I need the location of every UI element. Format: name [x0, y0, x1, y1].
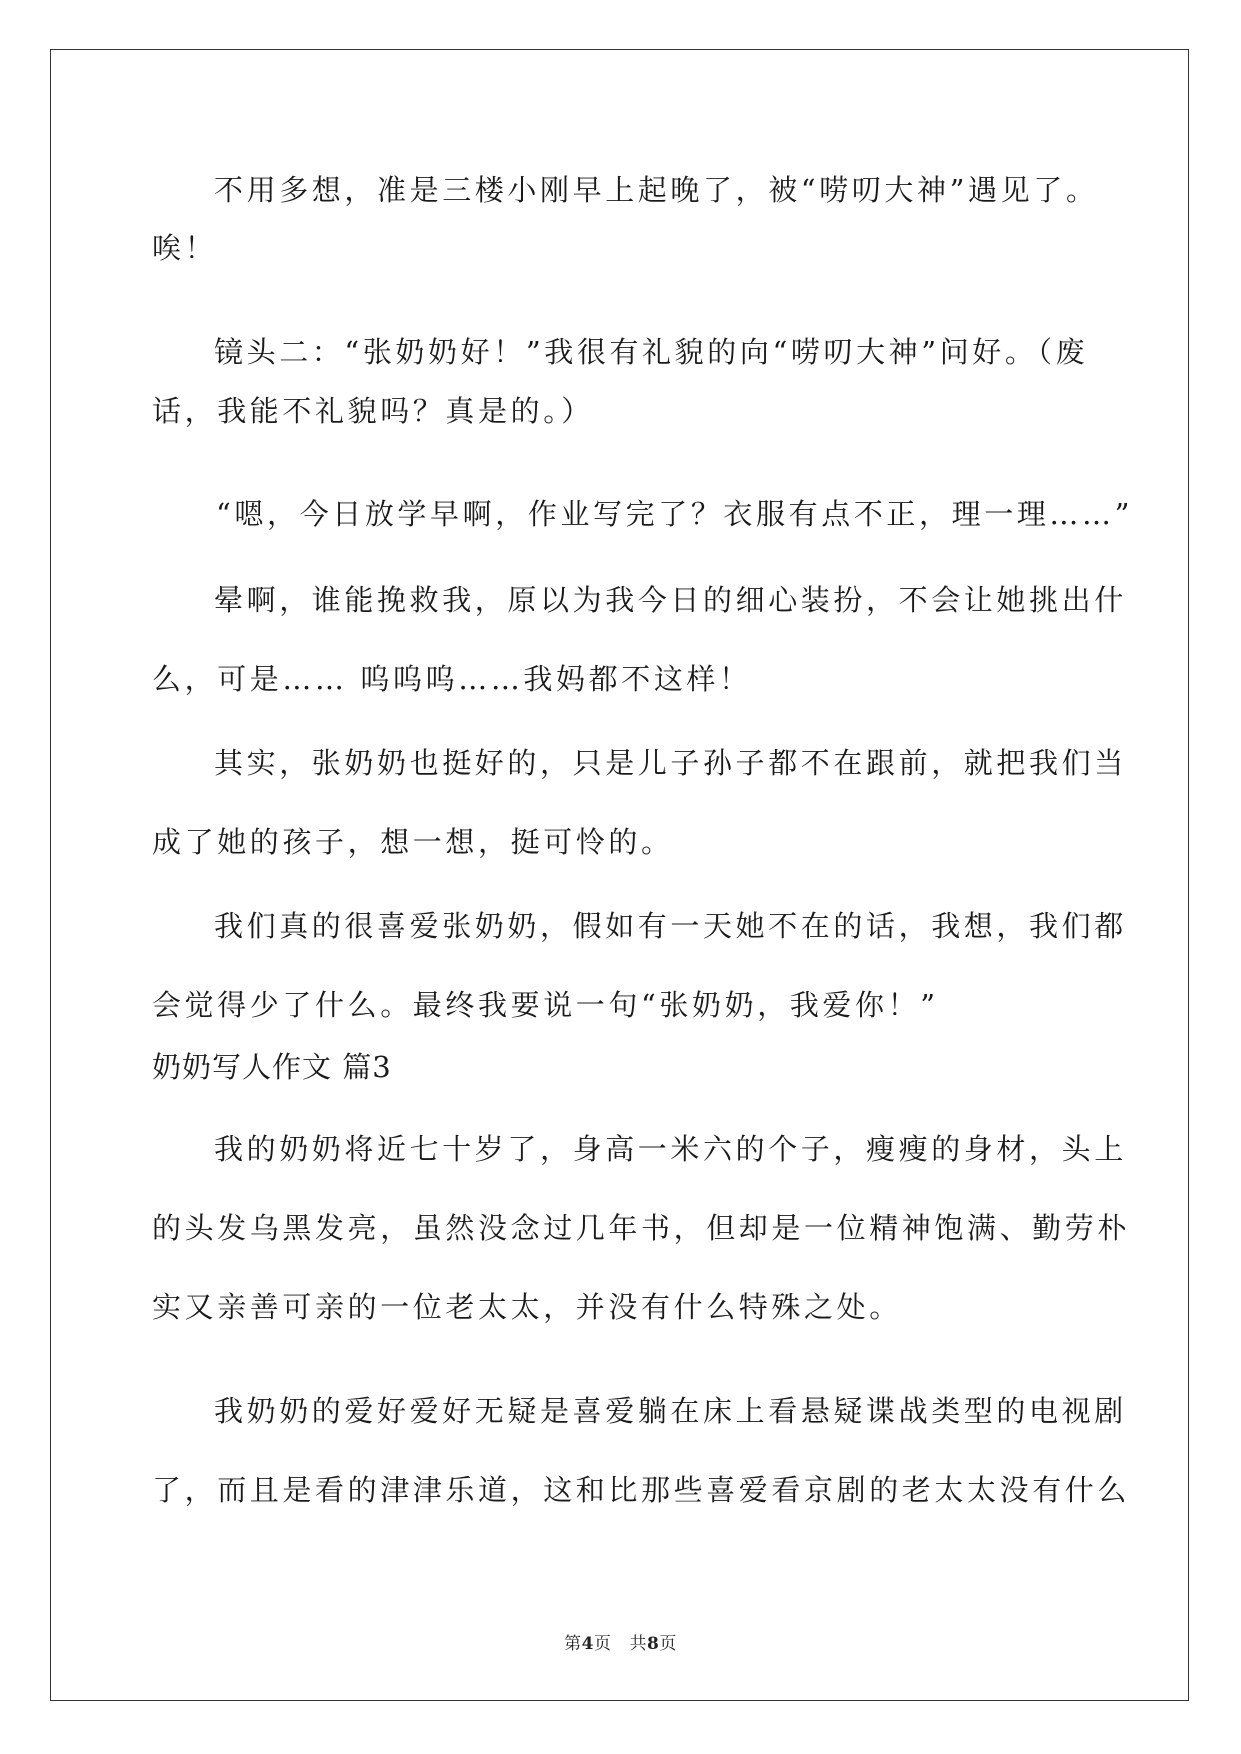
text-line: 不用多想，准是三楼小刚早上起晚了，被“唠叨大神”遇见了。 — [214, 173, 1099, 207]
page-footer — [0, 1632, 1241, 1656]
text-line: 我们真的很喜爱张奶奶，假如有一天她不在的话，我想，我们都 — [214, 909, 1127, 943]
text-line: 实又亲善可亲的一位老太太，并没有什么特殊之处。 — [152, 1290, 902, 1324]
total-prefix: 共 — [629, 1634, 647, 1654]
text-line: 了，而且是看的津津乐道，这和比那些喜爱看京剧的老太太没有什么 — [152, 1473, 1131, 1507]
total-page-number: 8 — [647, 1634, 660, 1654]
text-line: 成了她的孩子，想一想，挺可怜的。 — [152, 825, 674, 859]
text-line: 的头发乌黑发亮，虽然没念过几年书，但却是一位精神饱满、勤劳朴 — [152, 1211, 1131, 1245]
text-line: 我的奶奶将近七十岁了，身高一米六的个子，瘦瘦的身材，头上 — [214, 1132, 1127, 1166]
page-prefix: 第 — [564, 1634, 582, 1654]
text-line: 话，我能不礼貌吗？真是的。） — [152, 394, 594, 428]
page-suffix: 页 — [594, 1634, 612, 1654]
text-line: 么，可是…… 呜呜呜……我妈都不这样！ — [152, 662, 752, 696]
text-line: 镜头二：“张奶奶好！”我很有礼貌的向“唠叨大神”问好。（废 — [214, 335, 1089, 369]
section-heading: 奶奶写人作文 篇3 — [152, 1050, 392, 1084]
text-line: 我奶奶的爱好爱好无疑是喜爱躺在床上看悬疑谍战类型的电视剧 — [214, 1394, 1127, 1428]
text-line: 其实，张奶奶也挺好的，只是儿子孙子都不在跟前，就把我们当 — [214, 746, 1127, 780]
page-border — [50, 49, 1189, 1701]
text-line: 会觉得少了什么。最终我要说一句“张奶奶，我爱你！” — [152, 988, 939, 1022]
text-line: 唉！ — [152, 231, 218, 265]
current-page-number: 4 — [581, 1634, 594, 1654]
total-suffix: 页 — [659, 1634, 677, 1654]
text-line: “嗯，今日放学早啊，作业写完了？衣服有点不正，理一理……” — [216, 497, 1134, 531]
text-line: 晕啊，谁能挽救我，原以为我今日的细心装扮，不会让她挑出什 — [214, 583, 1127, 617]
